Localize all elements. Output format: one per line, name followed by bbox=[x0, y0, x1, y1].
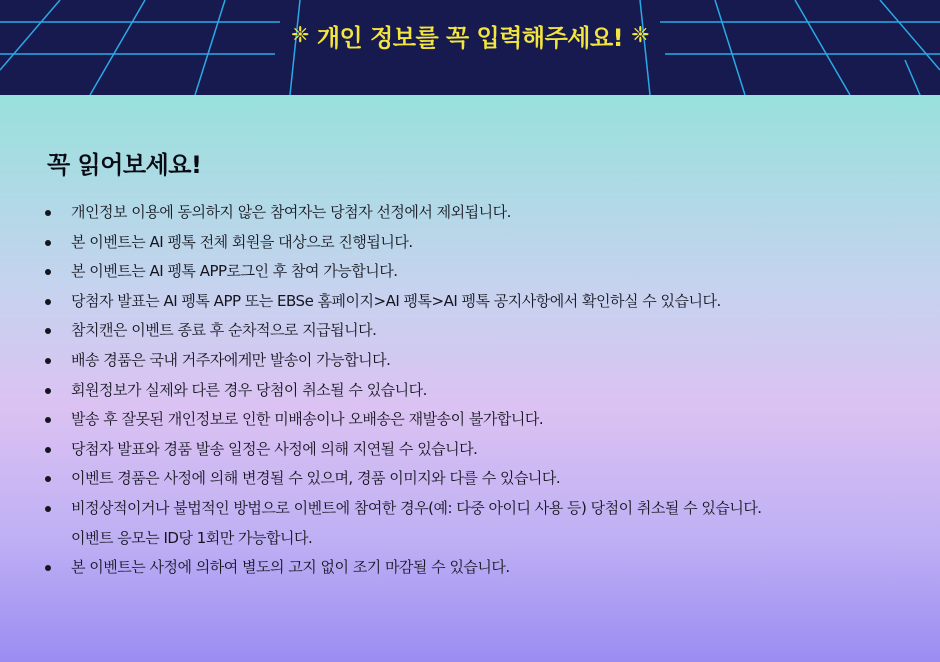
list-item-text: 본 이벤트는 AI 펭톡 전체 회원을 대상으로 진행됩니다. bbox=[71, 232, 413, 251]
notice-heading: 꼭 읽어보세요! bbox=[47, 151, 202, 179]
list-item-text: 이벤트 응모는 ID당 1회만 가능합니다. bbox=[71, 528, 313, 547]
list-item bbox=[45, 228, 905, 258]
bullet-icon bbox=[45, 506, 51, 512]
list-item bbox=[45, 287, 905, 317]
list-item bbox=[45, 198, 905, 228]
bullet-icon bbox=[45, 388, 51, 394]
list-item-text: 당첨자 발표와 경품 발송 일정은 사정에 의해 지연될 수 있습니다. bbox=[71, 439, 478, 458]
sparkle-icon: ❈ bbox=[631, 22, 650, 48]
list-item bbox=[45, 464, 905, 494]
banner-title bbox=[0, 18, 940, 53]
bullet-icon bbox=[45, 358, 51, 364]
bullet-icon bbox=[45, 210, 51, 216]
bullet-icon bbox=[45, 476, 51, 482]
bullet-icon bbox=[45, 240, 51, 246]
sparkle-icon: ❈ bbox=[290, 22, 309, 48]
list-item-text: 회원정보가 실제와 다른 경우 당첨이 취소될 수 있습니다. bbox=[71, 380, 427, 399]
header-banner bbox=[0, 0, 940, 95]
banner-title-text: 개인 정보를 꼭 입력해주세요! bbox=[316, 24, 624, 52]
list-item bbox=[45, 435, 905, 465]
bullet-icon bbox=[45, 565, 51, 571]
list-item bbox=[45, 405, 905, 435]
list-item bbox=[45, 257, 905, 287]
list-item-text: 발송 후 잘못된 개인정보로 인한 미배송이나 오배송은 재발송이 불가합니다. bbox=[71, 410, 544, 429]
list-item bbox=[45, 376, 905, 406]
list-item-text: 이벤트 경품은 사정에 의해 변경될 수 있으며, 경품 이미지와 다를 수 있습니다. bbox=[71, 469, 561, 488]
notice-section bbox=[0, 95, 940, 662]
list-item-text: 참치캔은 이벤트 종료 후 순차적으로 지급됩니다. bbox=[71, 321, 377, 340]
list-item bbox=[45, 316, 905, 346]
list-item-text: 본 이벤트는 AI 펭톡 APP로그인 후 참여 가능합니다. bbox=[71, 262, 398, 281]
list-item-text: 본 이벤트는 사정에 의하여 별도의 고지 없이 조기 마감될 수 있습니다. bbox=[71, 558, 510, 577]
list-item-text: 비정상적이거나 불법적인 방법으로 이벤트에 참여한 경우(예: 다중 아이디 사용 등) 당첨이 취소될 수 있습니다. bbox=[71, 498, 762, 517]
list-item-text: 당첨자 발표는 AI 펭톡 APP 또는 EBSe 홈페이지>AI 펭톡>AI 펭톡 공지사항에서 확인하실 수 있습니다. bbox=[71, 291, 721, 310]
bullet-icon bbox=[45, 328, 51, 334]
list-item bbox=[45, 346, 905, 376]
notice-list bbox=[45, 198, 905, 583]
list-item-text: 개인정보 이용에 동의하지 않은 참여자는 당첨자 선정에서 제외됩니다. bbox=[71, 203, 511, 221]
bullet-icon bbox=[45, 269, 51, 275]
bullet-icon bbox=[45, 417, 51, 423]
bullet-icon bbox=[45, 299, 51, 305]
list-item bbox=[45, 494, 905, 553]
list-item bbox=[45, 553, 905, 583]
bullet-icon bbox=[45, 447, 51, 453]
list-item-text: 배송 경품은 국내 거주자에게만 발송이 가능합니다. bbox=[71, 350, 391, 369]
